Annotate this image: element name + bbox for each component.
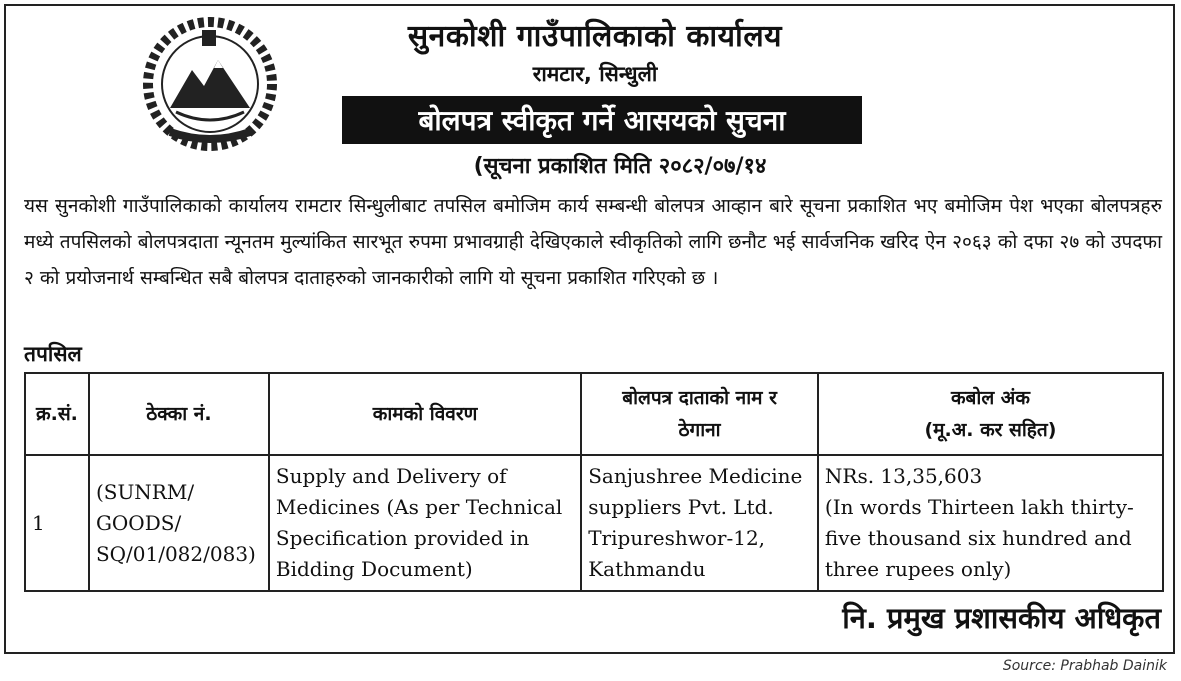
header-bidder [581, 373, 818, 455]
header-contract-no: ठेक्का नं. [89, 373, 269, 455]
cell-work-description [269, 455, 581, 591]
cell-contract-no [89, 455, 269, 591]
header-sn: क्र.सं. [25, 373, 89, 455]
details-section-label: तपसिल [24, 342, 82, 366]
government-emblem-icon [140, 12, 280, 152]
cell-bidder [581, 455, 818, 591]
publication-date: (सूचना प्रकाशित मिति २०८२/०७/१४ [473, 154, 767, 179]
amount-line: NRs. 13,35,603 [824, 464, 983, 488]
work-description-line: Medicines (As per Technical [275, 495, 563, 519]
contract-no-line: (SUNRM/ [95, 479, 195, 504]
signatory-title: नि. प्रमुख प्रशासकीय अधिकृत [842, 601, 1161, 635]
cell-amount [818, 455, 1163, 591]
work-description-line: Supply and Delivery of [275, 464, 507, 488]
header-amount [818, 373, 1163, 455]
header-work-description: कामको विवरण [269, 373, 581, 455]
header-amount-line2: (मू.अ. कर सहित) [924, 419, 1057, 441]
contract-no-line: SQ/01/082/083) [95, 541, 256, 566]
cell-sn: 1 [25, 455, 89, 591]
bidder-line: Tripureshwor-12, [588, 526, 766, 550]
office-location: रामटार, सिन्धुली [532, 62, 658, 86]
bid-details-table [24, 372, 1164, 592]
work-description-line: Bidding Document) [275, 557, 473, 581]
bidder-line: suppliers Pvt. Ltd. [588, 495, 774, 519]
source-credit: Source: Prabhab Dainik [1002, 658, 1167, 674]
table-row [25, 455, 1163, 591]
bidder-line: Sanjushree Medicine [588, 464, 803, 488]
header-amount-line1: कबोल अंक [950, 387, 1030, 409]
contract-no-line: GOODS/ [95, 510, 182, 535]
header-bidder-line2: ठेगाना [678, 419, 721, 441]
amount-line: five thousand six hundred and [824, 526, 1132, 550]
amount-line: (In words Thirteen lakh thirty- [824, 495, 1134, 519]
bidder-line: Kathmandu [588, 557, 706, 581]
notice-paragraph: यस सुनकोशी गाउँपालिकाको कार्यालय रामटार सिन्धुलीबाट तपसिल बमोजिम कार्य सम्बन्धी बोलपत्र आव्हान बारे सूचना प्रकाशित भए बमोजिम पेश भएका बोलपत्रहरु मध्ये तपसिलको बोलपत्रदाता न्यूनतम मुल्यांकित सारभूत रुपमा प्रभावग्राही देखिएकाले स्वीकृतिको लागि छनौट भई सार्वजनिक खरिद ऐन २०६३ को दफा २७ को उपदफा २ को प्रयोजनार्थ सम्बन्धित सबै बोलपत्र दाताहरुको जानकारीको लागि यो सूचना प्रकाशित गरिएको छ । [24, 195, 1162, 289]
amount-line: three rupees only) [824, 557, 1012, 581]
work-description-line: Specification provided in [275, 526, 530, 550]
notice-title-banner: बोलपत्र स्वीकृत गर्ने आसयको सुचना [342, 96, 862, 144]
header-bidder-line1: बोलपत्र दाताको नाम र [622, 387, 777, 409]
office-name: सुनकोशी गाउँपालिकाको कार्यालय [407, 19, 783, 54]
table-header-row [25, 373, 1163, 455]
